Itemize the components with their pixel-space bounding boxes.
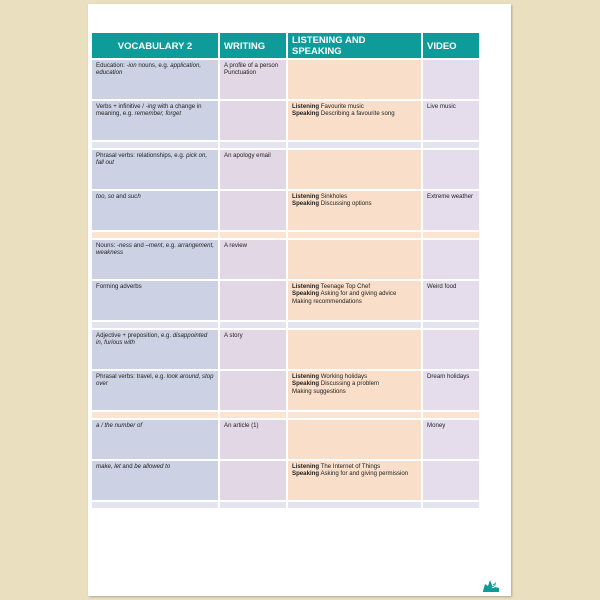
cell-writing xyxy=(220,281,286,320)
vocabulary-text: Forming adverbs xyxy=(96,283,142,290)
skill-topic: Asking for and giving permission xyxy=(319,470,409,478)
vocabulary-text: be allowed to xyxy=(134,463,171,470)
vocabulary-text: Nouns: xyxy=(96,242,118,249)
writing-text: An article (1) xyxy=(224,422,259,429)
vocabulary-text: –ment xyxy=(145,242,163,249)
listening-line xyxy=(292,290,417,297)
cell-writing xyxy=(220,371,286,410)
unit-separator xyxy=(92,142,479,148)
skill-label: Listening xyxy=(292,373,320,380)
listening-line xyxy=(292,463,417,470)
listening-line xyxy=(292,103,417,110)
cell-video: Weird food xyxy=(423,281,479,320)
table-row xyxy=(92,60,479,99)
skill-label: Speaking xyxy=(292,200,320,208)
skill-topic: Making suggestions xyxy=(292,387,346,395)
skill-topic: Working holidays xyxy=(319,373,368,380)
separator-cell xyxy=(92,502,218,508)
vocabulary-text: and xyxy=(131,242,146,249)
vocabulary-text: arrangement, weakness xyxy=(96,242,214,257)
cell-listening-speaking xyxy=(288,240,421,279)
skill-topic: The Internet of Things xyxy=(319,463,381,470)
header-writing: WRITING xyxy=(220,33,286,58)
listening-line xyxy=(292,193,417,200)
vocabulary-text: and xyxy=(120,463,135,470)
separator-cell xyxy=(288,232,421,238)
skill-topic: Discussing options xyxy=(319,200,372,208)
cell-listening-speaking xyxy=(288,281,421,320)
table-row xyxy=(92,371,479,410)
vocabulary-text: too, so xyxy=(96,193,115,200)
vocabulary-text: disappointed in, furious with xyxy=(96,332,208,347)
vocabulary-text: remember, forget xyxy=(134,110,182,118)
unit-separator xyxy=(92,502,479,508)
separator-cell xyxy=(288,502,421,508)
vocabulary-text: Verbs + infinitive / xyxy=(96,103,146,110)
cell-writing xyxy=(220,191,286,230)
writing-text: A story xyxy=(224,332,243,339)
cell-video: Extreme weather xyxy=(423,191,479,230)
cell-writing xyxy=(220,330,286,369)
table-row xyxy=(92,240,479,279)
vocabulary-text: with a change in meaning, e.g. xyxy=(96,103,202,118)
separator-cell xyxy=(423,322,479,328)
vocabulary-text: , e.g. xyxy=(162,242,178,249)
cell-vocabulary xyxy=(92,281,218,320)
skill-label: Listening xyxy=(292,283,320,290)
cell-vocabulary xyxy=(92,461,218,500)
separator-cell xyxy=(423,502,479,508)
skill-label: Speaking xyxy=(292,470,320,478)
table-row xyxy=(92,330,479,369)
listening-line xyxy=(292,388,417,395)
skill-topic: Teenage Top Chef xyxy=(319,283,371,290)
separator-cell xyxy=(288,142,421,148)
vocabulary-text: Adjective + preposition, e.g. xyxy=(96,332,173,339)
skill-label: Speaking xyxy=(292,290,320,298)
unit-separator xyxy=(92,232,479,238)
skill-topic: Sinkholes xyxy=(319,193,348,200)
separator-cell xyxy=(423,142,479,148)
separator-cell xyxy=(220,502,286,508)
table-row xyxy=(92,461,479,500)
cell-listening-speaking xyxy=(288,150,421,189)
unit-separator xyxy=(92,412,479,418)
table-row xyxy=(92,281,479,320)
cell-vocabulary xyxy=(92,240,218,279)
cell-video: Dream holidays xyxy=(423,371,479,410)
unit-separator xyxy=(92,322,479,328)
skill-topic: Making recommendations xyxy=(292,297,362,305)
separator-cell xyxy=(288,322,421,328)
separator-cell xyxy=(220,412,286,418)
listening-line xyxy=(292,200,417,207)
cell-video xyxy=(423,60,479,99)
cell-video xyxy=(423,330,479,369)
listening-line xyxy=(292,470,417,477)
cell-video xyxy=(423,461,479,500)
skill-label: Listening xyxy=(292,463,320,470)
table-row xyxy=(92,101,479,140)
page-number: 5 xyxy=(491,584,495,590)
cell-writing xyxy=(220,60,286,99)
cell-listening-speaking xyxy=(288,420,421,459)
listening-line xyxy=(292,283,417,290)
cell-listening-speaking xyxy=(288,371,421,410)
vocabulary-text: Education: xyxy=(96,62,127,69)
listening-line xyxy=(292,380,417,387)
header-vocabulary: VOCABULARY 2 xyxy=(92,33,218,58)
listening-line xyxy=(292,110,417,117)
cell-listening-speaking xyxy=(288,191,421,230)
cell-listening-speaking xyxy=(288,461,421,500)
writing-text: A review xyxy=(224,242,248,249)
separator-cell xyxy=(220,142,286,148)
writing-text: An apology email xyxy=(224,152,271,159)
cell-vocabulary xyxy=(92,330,218,369)
separator-cell xyxy=(423,232,479,238)
header-row xyxy=(92,33,479,58)
cell-listening-speaking xyxy=(288,60,421,99)
skill-topic: Describing a favourite song xyxy=(319,110,395,118)
cell-vocabulary xyxy=(92,420,218,459)
skill-topic: Asking for and giving advice xyxy=(319,290,397,298)
contents-table xyxy=(90,31,481,510)
cell-listening-speaking xyxy=(288,101,421,140)
vocabulary-text: look around, stop over xyxy=(96,373,214,388)
separator-cell xyxy=(423,412,479,418)
skill-label: Speaking xyxy=(292,110,320,118)
cell-video: Money xyxy=(423,420,479,459)
cell-vocabulary xyxy=(92,101,218,140)
vocabulary-text: such xyxy=(127,193,141,200)
vocabulary-text: -ion xyxy=(126,62,137,69)
cell-writing xyxy=(220,461,286,500)
listening-line xyxy=(292,298,417,305)
vocabulary-text: a / the number of xyxy=(96,422,143,429)
vocabulary-text: nouns, e.g. xyxy=(136,62,171,69)
skill-label: Speaking xyxy=(292,380,320,388)
header-listening-speaking: LISTENING AND SPEAKING xyxy=(288,33,421,58)
table-body xyxy=(92,60,479,508)
separator-cell xyxy=(92,412,218,418)
vocabulary-text: Phrasal verbs: travel, e.g. xyxy=(96,373,167,380)
cell-listening-speaking xyxy=(288,330,421,369)
vocabulary-text: application, education xyxy=(96,62,202,77)
header-video: VIDEO xyxy=(423,33,479,58)
vocabulary-text: pick on, fall out xyxy=(96,152,208,167)
cell-writing xyxy=(220,240,286,279)
table-row xyxy=(92,150,479,189)
writing-text: Punctuation xyxy=(224,69,257,77)
cell-writing xyxy=(220,150,286,189)
cell-vocabulary xyxy=(92,191,218,230)
vocabulary-text: -ness xyxy=(117,242,132,249)
skill-topic: Favourite music xyxy=(319,103,364,110)
vocabulary-text: Phrasal verbs: relationships, e.g. xyxy=(96,152,187,159)
cell-writing xyxy=(220,420,286,459)
separator-cell xyxy=(92,142,218,148)
listening-line xyxy=(292,373,417,380)
separator-cell xyxy=(288,412,421,418)
separator-cell xyxy=(220,322,286,328)
cell-writing xyxy=(220,101,286,140)
vocabulary-text: -ing xyxy=(145,103,156,110)
skill-topic: Discussing a problem xyxy=(319,380,380,388)
separator-cell xyxy=(220,232,286,238)
cell-video: Live music xyxy=(423,101,479,140)
cell-video xyxy=(423,240,479,279)
vocabulary-text: and xyxy=(114,193,128,200)
skill-label: Listening xyxy=(292,193,320,200)
splash-icon xyxy=(481,578,499,592)
book-page xyxy=(88,4,511,596)
vocabulary-text: make, let xyxy=(96,463,121,470)
table-row xyxy=(92,420,479,459)
cell-vocabulary xyxy=(92,371,218,410)
cell-vocabulary xyxy=(92,60,218,99)
cell-video xyxy=(423,150,479,189)
page-number-badge xyxy=(481,578,499,592)
table-row xyxy=(92,191,479,230)
separator-cell xyxy=(92,232,218,238)
separator-cell xyxy=(92,322,218,328)
writing-text: A profile of a person xyxy=(224,62,279,69)
cell-vocabulary xyxy=(92,150,218,189)
skill-label: Listening xyxy=(292,103,320,110)
